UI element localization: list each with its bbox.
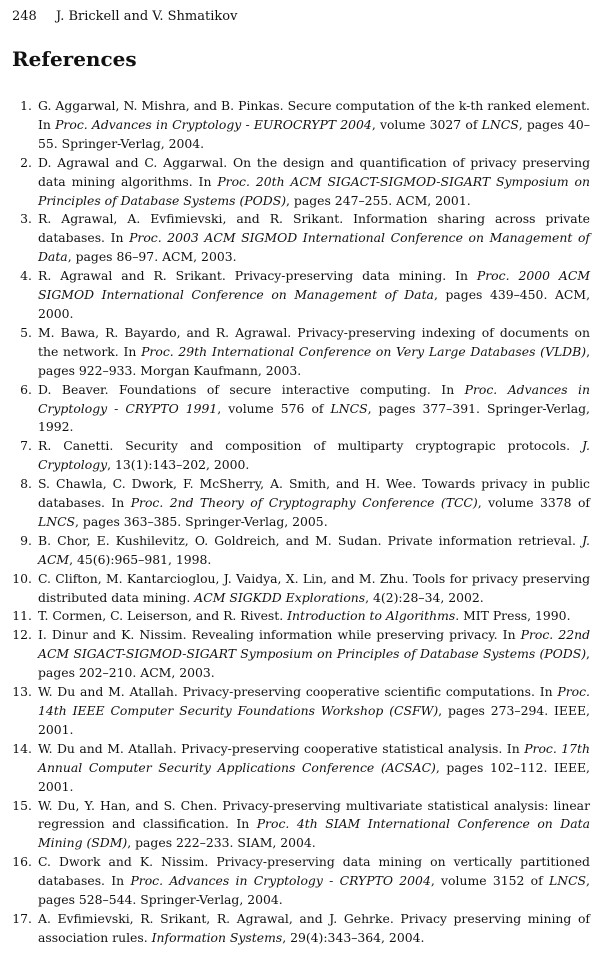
reference-text: D. Beaver. Foundations of secure interactive computing. In bbox=[38, 381, 465, 397]
reference-item bbox=[20, 154, 590, 211]
reference-number: 10. bbox=[12, 570, 32, 586]
reference-number: 5. bbox=[20, 324, 32, 340]
reference-number: 4. bbox=[20, 268, 32, 284]
reference-text: , pages 273–294. IEEE, 2001. bbox=[38, 703, 590, 737]
reference-text: A. Evfimievski, R. Srikant, R. Agrawal, and J. Gehrke. Privacy preserving mining of association rules. bbox=[38, 910, 590, 945]
reference-item bbox=[12, 683, 590, 740]
page-number: 248 bbox=[12, 9, 37, 24]
reference-number: 8. bbox=[20, 476, 32, 492]
reference-item bbox=[12, 853, 590, 910]
reference-item bbox=[20, 324, 591, 381]
reference-number: 12. bbox=[12, 627, 32, 643]
reference-text: , pages 377–391. Springer-Verlag, 1992. bbox=[38, 400, 590, 435]
reference-venue-italic: LNCS bbox=[481, 116, 519, 132]
reference-number: 1. bbox=[20, 98, 32, 113]
reference-text: , volume 3027 of bbox=[371, 116, 482, 132]
reference-venue-italic: Proc. 2nd Theory of Cryptography Conference (TCC) bbox=[130, 495, 478, 511]
section-title: References bbox=[12, 47, 137, 71]
reference-item bbox=[12, 910, 590, 948]
reference-number: 16. bbox=[12, 854, 32, 870]
reference-venue-italic: Proc. 2000 ACM SIGMOD International Conference on Management of Data bbox=[38, 268, 591, 303]
reference-venue-italic: Proc. Advances in Cryptology - CRYPTO 1991 bbox=[38, 381, 590, 416]
reference-venue-italic: Proc. Advances in Cryptology - EUROCRYPT 2004 bbox=[55, 116, 372, 132]
reference-text: B. Chor, E. Kushilevitz, O. Goldreich, and M. Sudan. Private information retrieval. bbox=[38, 532, 583, 548]
reference-number: 7. bbox=[20, 438, 32, 454]
reference-text: , pages 247–255. ACM, 2001. bbox=[286, 192, 471, 208]
reference-item bbox=[12, 740, 591, 797]
reference-venue-italic: Proc. 29th International Conference on Very Large Databases (VLDB) bbox=[141, 343, 587, 359]
reference-venue-italic: ACM SIGKDD Explorations bbox=[194, 589, 366, 605]
reference-item bbox=[12, 570, 590, 608]
reference-text: , 13(1):143–202, 2000. bbox=[107, 457, 250, 473]
reference-text: , 29(4):343–364, 2004. bbox=[282, 929, 425, 945]
reference-text: R. Agrawal and R. Srikant. Privacy-preserving data mining. In bbox=[38, 268, 477, 284]
reference-text: , 45(6):965–981, 1998. bbox=[69, 551, 212, 567]
reference-item bbox=[20, 475, 590, 532]
reference-text: W. Du, Y. Han, and S. Chen. Privacy-preserving multivariate statistical analysis: linear regression and classification. In bbox=[38, 797, 590, 832]
reference-item bbox=[12, 797, 590, 854]
reference-item bbox=[20, 210, 590, 267]
reference-text: C. Clifton, M. Kantarcioglou, J. Vaidya, X. Lin, and M. Zhu. Tools for privacy preserving distributed data mining. bbox=[38, 570, 590, 605]
reference-venue-italic: Proc. 14th IEEE Computer Security Foundations Workshop (CSFW) bbox=[38, 684, 590, 718]
reference-item bbox=[12, 607, 590, 626]
reference-venue-italic: Proc. 20th ACM SIGACT-SIGMOD-SIGART Symposium on Principles of Database Systems (PODS) bbox=[38, 173, 590, 208]
reference-text: , volume 576 of bbox=[217, 400, 331, 416]
reference-text: , pages 922–933. Morgan Kaufmann, 2003. bbox=[38, 343, 591, 378]
reference-text: , pages 86–97. ACM, 2003. bbox=[67, 249, 237, 265]
reference-venue-italic: Proc. 22nd ACM SIGACT-SIGMOD-SIGART Symposium on Principles of Database Systems (PODS) bbox=[38, 627, 590, 662]
reference-text: R. Canetti. Security and composition of multiparty cryptograpic protocols. bbox=[38, 438, 583, 454]
reference-item bbox=[20, 97, 590, 154]
reference-text: , 4(2):28–34, 2002. bbox=[365, 589, 484, 605]
reference-text: , pages 202–210. ACM, 2003. bbox=[38, 646, 590, 681]
running-head-authors: J. Brickell and V. Shmatikov bbox=[56, 9, 238, 24]
reference-number: 13. bbox=[12, 684, 32, 700]
reference-venue-italic: Proc. Advances in Cryptology - CRYPTO 2004 bbox=[130, 873, 431, 889]
reference-list bbox=[12, 97, 591, 948]
reference-text: C. Dwork and K. Nissim. Privacy-preserving data mining on vertically partitioned databases. In bbox=[38, 854, 590, 889]
reference-text: R. Agrawal, A. Evfimievski, and R. Srikant. Information sharing across private databases. In bbox=[38, 211, 590, 246]
reference-text: I. Dinur and K. Nissim. Revealing information while preserving privacy. In bbox=[38, 627, 521, 643]
running-header bbox=[12, 9, 237, 25]
reference-venue-italic: Information Systems bbox=[151, 929, 283, 945]
reference-venue-italic: LNCS bbox=[38, 513, 76, 529]
reference-text: D. Agrawal and C. Aggarwal. On the design and quantification of privacy preserving data mining algorithms. In bbox=[38, 154, 590, 189]
reference-text: M. Bawa, R. Bayardo, and R. Agrawal. Privacy-preserving indexing of documents on the network. In bbox=[38, 324, 590, 359]
reference-number: 2. bbox=[20, 154, 32, 170]
reference-text: W. Du and M. Atallah. Privacy-preserving cooperative statistical analysis. In bbox=[38, 740, 525, 756]
reference-number: 3. bbox=[20, 211, 32, 227]
reference-item bbox=[20, 267, 591, 324]
reference-number: 6. bbox=[20, 381, 32, 397]
reference-venue-italic: Introduction to Algorithms bbox=[287, 608, 456, 624]
reference-item bbox=[20, 532, 590, 570]
reference-number: 14. bbox=[12, 740, 32, 756]
reference-text: S. Chawla, C. Dwork, F. McSherry, A. Smith, and H. Wee. Towards privacy in public databases. In bbox=[38, 476, 590, 511]
reference-text: , pages 439–450. ACM, 2000. bbox=[38, 287, 591, 321]
reference-venue-italic: Proc. 2003 ACM SIGMOD International Conference on Management of Data bbox=[38, 230, 590, 265]
reference-text: , pages 528–544. Springer-Verlag, 2004. bbox=[38, 873, 590, 908]
reference-text: . MIT Press, 1990. bbox=[455, 608, 571, 624]
reference-text: , volume 3152 of bbox=[430, 873, 549, 889]
reference-text: G. Aggarwal, N. Mishra, and B. Pinkas. Secure computation of the k-th ranked element. In bbox=[38, 98, 590, 132]
reference-number: 9. bbox=[20, 532, 32, 548]
reference-text: W. Du and M. Atallah. Privacy-preserving cooperative scientific computations. In bbox=[38, 684, 558, 700]
reference-text: , volume 3378 of bbox=[477, 495, 590, 511]
reference-text: , pages 363–385. Springer-Verlag, 2005. bbox=[75, 513, 328, 529]
reference-number: 17. bbox=[12, 910, 32, 926]
reference-text: , pages 222–233. SIAM, 2004. bbox=[127, 835, 316, 851]
reference-text: , pages 40–55. Springer-Verlag, 2004. bbox=[38, 116, 590, 151]
reference-venue-italic: J. ACM bbox=[38, 532, 590, 567]
reference-item bbox=[20, 381, 590, 438]
reference-item bbox=[12, 626, 590, 683]
reference-venue-italic: Proc. 4th SIAM International Conference on Data Mining (SDM) bbox=[38, 816, 590, 851]
reference-text: , pages 102–112. IEEE, 2001. bbox=[38, 759, 590, 794]
reference-venue-italic: LNCS bbox=[330, 400, 368, 416]
reference-number: 15. bbox=[12, 797, 32, 813]
reference-number: 11. bbox=[12, 608, 32, 624]
reference-item bbox=[20, 437, 590, 475]
reference-venue-italic: J. Cryptology bbox=[38, 438, 590, 473]
reference-venue-italic: LNCS bbox=[549, 873, 587, 889]
reference-venue-italic: Proc. 17th Annual Computer Security Applications Conference (ACSAC) bbox=[38, 740, 591, 775]
reference-text: T. Cormen, C. Leiserson, and R. Rivest. bbox=[38, 608, 288, 624]
